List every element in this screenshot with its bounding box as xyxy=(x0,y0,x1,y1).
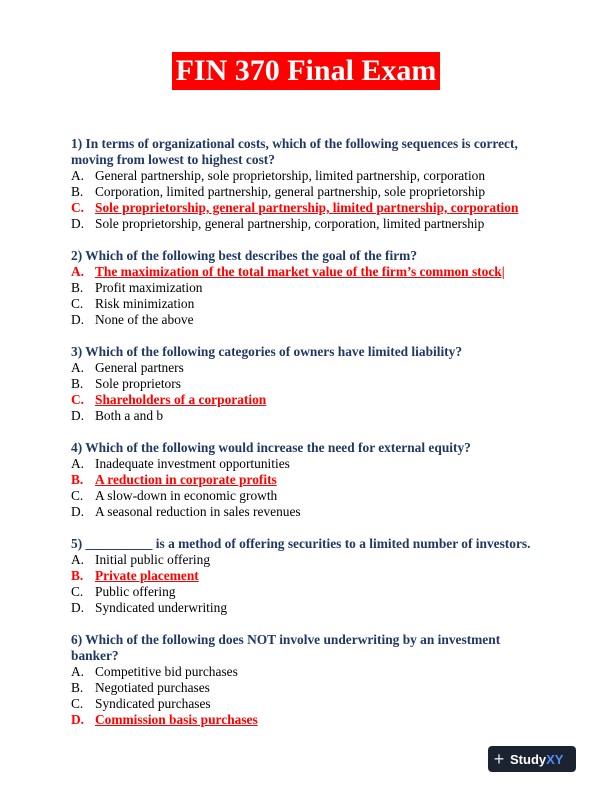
option-letter: C. xyxy=(71,296,84,311)
option-letter: B. xyxy=(71,376,84,391)
option-c xyxy=(71,696,551,712)
option-letter: A. xyxy=(71,664,85,679)
option-letter: B. xyxy=(71,280,84,295)
option-text: A slow-down in economic growth xyxy=(95,488,278,503)
question-6 xyxy=(71,632,551,728)
option-letter: C. xyxy=(71,488,84,503)
option-text: Commission basis purchases xyxy=(95,712,258,727)
option-text: Corporation, limited partnership, general partnership, sole proprietorship xyxy=(95,184,486,199)
option-d xyxy=(71,312,551,328)
option-letter: B. xyxy=(71,184,84,199)
option-text: Public offering xyxy=(95,584,176,599)
option-letter: C. xyxy=(71,392,85,407)
option-a xyxy=(71,264,551,280)
option-text: A reduction in corporate profits xyxy=(95,472,277,487)
option-d xyxy=(71,504,551,520)
question-text: 3) Which of the following categories of owners have limited liability? xyxy=(71,344,463,359)
option-a xyxy=(71,456,551,472)
question-4 xyxy=(71,440,551,520)
option-text: Both a and b xyxy=(95,408,164,423)
option-text: General partnership, sole proprietorship, limited partnership, corporation xyxy=(95,168,486,183)
option-text: Shareholders of a corporation xyxy=(95,392,267,407)
question-text: 1) In terms of organizational costs, which of the following sequences is correct, moving from lowest to highest cost? xyxy=(71,136,518,167)
option-d xyxy=(71,216,551,232)
option-letter: D. xyxy=(71,712,85,727)
brand-name-part1: Study xyxy=(510,751,547,767)
option-a xyxy=(71,168,551,184)
option-text: None of the above xyxy=(95,312,194,327)
option-text: Initial public offering xyxy=(95,552,211,567)
question-3 xyxy=(71,344,551,424)
brand-name-part2: XY xyxy=(546,751,564,767)
option-text: Syndicated purchases xyxy=(95,696,211,711)
option-letter: D. xyxy=(71,600,85,615)
option-letter: D. xyxy=(71,312,85,327)
option-b xyxy=(71,472,551,488)
option-text: A seasonal reduction in sales revenues xyxy=(95,504,301,519)
option-letter: B. xyxy=(71,568,84,583)
page-title: FIN 370 Final Exam xyxy=(172,52,441,90)
studyxy-badge[interactable] xyxy=(488,746,576,772)
option-letter: A. xyxy=(71,264,85,279)
option-text: Negotiated purchases xyxy=(95,680,210,695)
option-letter: C. xyxy=(71,200,85,215)
option-text: The maximization of the total market value of the firm’s common stock| xyxy=(95,264,505,279)
option-c xyxy=(71,584,551,600)
option-letter: B. xyxy=(71,472,84,487)
option-text: Competitive bid purchases xyxy=(95,664,238,679)
option-c xyxy=(71,488,551,504)
option-text: Private placement xyxy=(95,568,199,583)
option-text: Profit maximization xyxy=(95,280,203,295)
option-letter: A. xyxy=(71,552,85,567)
option-letter: A. xyxy=(71,360,85,375)
question-text: 2) Which of the following best describes the goal of the firm? xyxy=(71,248,418,263)
option-b xyxy=(71,568,551,584)
question-text: 4) Which of the following would increase the need for external equity? xyxy=(71,440,471,455)
question-1 xyxy=(71,136,551,232)
option-letter: D. xyxy=(71,216,85,231)
plus-icon: + xyxy=(493,748,505,769)
option-text: Risk minimization xyxy=(95,296,195,311)
question-2 xyxy=(71,248,551,328)
option-b xyxy=(71,280,551,296)
option-d xyxy=(71,600,551,616)
option-letter: C. xyxy=(71,584,84,599)
question-text: 6) Which of the following does NOT involve underwriting by an investment banker? xyxy=(71,632,501,663)
option-a xyxy=(71,664,551,680)
option-letter: A. xyxy=(71,168,85,183)
option-text: General partners xyxy=(95,360,184,375)
question-5 xyxy=(71,536,551,616)
option-c xyxy=(71,296,551,312)
option-text: Sole proprietorship, general partnership, corporation, limited partnership xyxy=(95,216,485,231)
option-a xyxy=(71,360,551,376)
option-letter: C. xyxy=(71,696,84,711)
option-c xyxy=(71,392,551,408)
option-letter: D. xyxy=(71,408,85,423)
option-d xyxy=(71,712,551,728)
title-wrapper xyxy=(0,52,612,90)
question-text: 5) __________ is a method of offering securities to a limited number of investors. xyxy=(71,536,531,551)
option-letter: A. xyxy=(71,456,85,471)
option-letter: D. xyxy=(71,504,85,519)
question-list xyxy=(71,136,551,744)
option-text: Inadequate investment opportunities xyxy=(95,456,290,471)
option-b xyxy=(71,376,551,392)
option-b xyxy=(71,184,551,200)
option-text: Sole proprietors xyxy=(95,376,181,391)
option-d xyxy=(71,408,551,424)
option-a xyxy=(71,552,551,568)
option-letter: B. xyxy=(71,680,84,695)
option-c xyxy=(71,200,551,216)
option-text: Syndicated underwriting xyxy=(95,600,228,615)
option-b xyxy=(71,680,551,696)
option-text: Sole proprietorship, general partnership, limited partnership, corporation xyxy=(95,200,519,215)
